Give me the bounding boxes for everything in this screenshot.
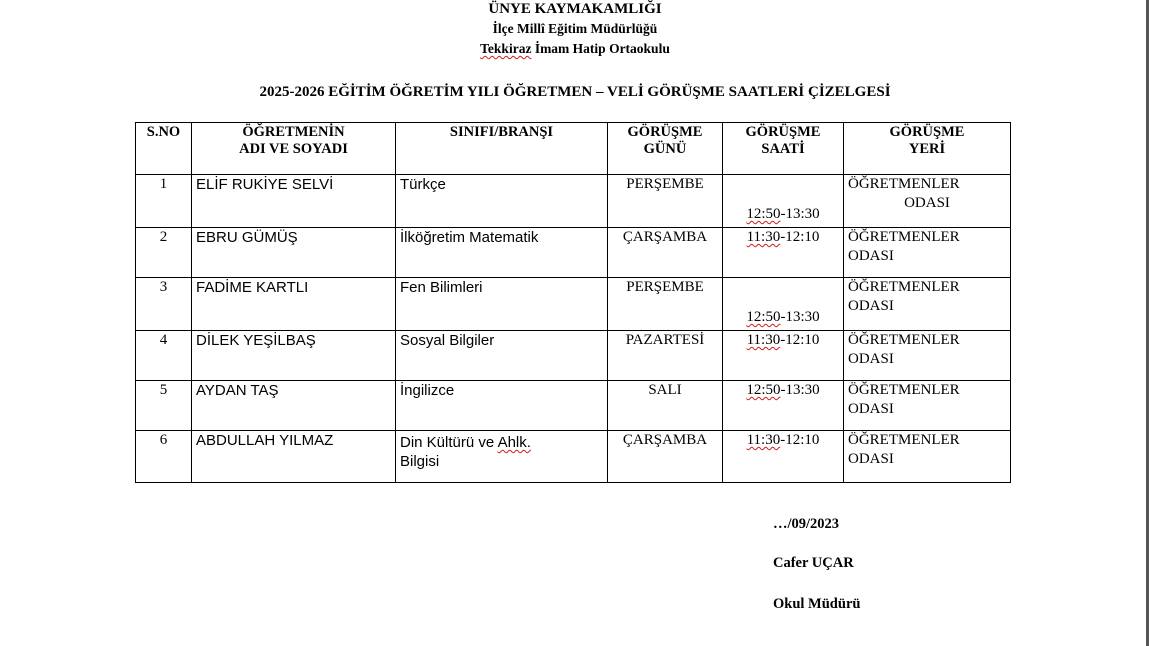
row-time-end: -13:30 <box>780 382 820 398</box>
row-teacher-name: AYDAN TAŞ <box>192 381 396 431</box>
row-place-line1: ÖĞRETMENLER <box>848 432 960 448</box>
row-day: SALI <box>608 381 723 431</box>
header-place-line1: GÖRÜŞME <box>889 124 965 140</box>
row-teacher-name: DİLEK YEŞİLBAŞ <box>192 331 396 381</box>
spellcheck-word: 11:30 <box>746 229 781 245</box>
row-time <box>723 331 844 381</box>
header-name-line2: ADI VE SOYADI <box>239 141 348 157</box>
row-time-end: -13:30 <box>780 309 820 325</box>
row-sno: 4 <box>136 331 192 381</box>
row-place-line2: ODASI <box>848 298 894 314</box>
table-row <box>136 381 1011 431</box>
header-place <box>844 123 1011 175</box>
row-teacher-name: ELİF RUKİYE SELVİ <box>192 175 396 228</box>
row-time <box>723 175 844 228</box>
header-place-line2: YERİ <box>908 141 946 157</box>
row-place-line1: ÖĞRETMENLER <box>848 279 960 295</box>
row-time-end: -12:10 <box>780 229 820 245</box>
header-school-rest: İmam Hatip Ortaokulu <box>531 41 670 56</box>
row-time-end: -12:10 <box>780 432 820 448</box>
row-place <box>844 331 1011 381</box>
row-time-end: -12:10 <box>780 332 820 348</box>
header-day <box>608 123 723 175</box>
row-time <box>723 381 844 431</box>
table-row <box>136 331 1011 381</box>
table-row <box>136 228 1011 278</box>
spellcheck-word: Ahlk. <box>497 434 531 451</box>
header-sno <box>136 123 192 175</box>
spellcheck-word: 11:30 <box>746 432 781 448</box>
spellcheck-word: 12:50 <box>746 206 781 222</box>
header-time-line2: SAATİ <box>761 141 805 157</box>
row-branch: Fen Bilimleri <box>396 278 608 331</box>
header-branch <box>396 123 608 175</box>
row-place-line2: ODASI <box>848 451 894 467</box>
header-branch-label: SINIFI/BRANŞI <box>449 124 554 140</box>
row-day: ÇARŞAMBA <box>608 228 723 278</box>
header-time-line1: GÖRÜŞME <box>745 124 821 140</box>
row-place <box>844 431 1011 483</box>
table-row <box>136 431 1011 483</box>
row-branch: Türkçe <box>396 175 608 228</box>
header-district: ÜNYE KAYMAKAMLIĞI <box>488 1 662 17</box>
row-place <box>844 175 1011 228</box>
row-place-line1: ÖĞRETMENLER <box>848 382 960 398</box>
spellcheck-word: 12:50 <box>746 309 781 325</box>
header-day-line1: GÖRÜŞME <box>627 124 703 140</box>
row-day: PERŞEMBE <box>608 175 723 228</box>
row-time <box>723 431 844 483</box>
table-row <box>136 175 1011 228</box>
row-time-end: -13:30 <box>780 206 820 222</box>
row-branch-part2: Bilgisi <box>400 453 440 470</box>
row-branch <box>396 431 608 483</box>
row-sno: 1 <box>136 175 192 228</box>
row-time <box>723 278 844 331</box>
row-sno: 2 <box>136 228 192 278</box>
row-teacher-name: ABDULLAH YILMAZ <box>192 431 396 483</box>
row-branch: Sosyal Bilgiler <box>396 331 608 381</box>
spellcheck-word: Tekkiraz <box>480 41 532 56</box>
row-teacher-name: EBRU GÜMÜŞ <box>192 228 396 278</box>
header-sno-label: S.NO <box>146 124 181 140</box>
row-place-line1: ÖĞRETMENLER <box>848 332 960 348</box>
row-place-line2: ODASI <box>904 195 950 211</box>
row-branch: İlköğretim Matematik <box>396 228 608 278</box>
header-time <box>723 123 844 175</box>
row-place-line2: ODASI <box>848 248 894 264</box>
row-time <box>723 228 844 278</box>
row-teacher-name: FADİME KARTLI <box>192 278 396 331</box>
header-directorate: İlçe Millî Eğitim Müdürlüğü <box>492 21 658 36</box>
row-place <box>844 381 1011 431</box>
row-day: PAZARTESİ <box>608 331 723 381</box>
signature-name: Cafer UÇAR <box>773 555 854 571</box>
document-title: 2025-2026 EĞİTİM ÖĞRETİM YILI ÖĞRETMEN – VELİ GÖRÜŞME SAATLERİ ÇİZELGESİ <box>259 84 891 100</box>
header-name-line1: ÖĞRETMENİN <box>242 124 345 140</box>
signature-date: …/09/2023 <box>773 516 840 532</box>
row-branch: İngilizce <box>396 381 608 431</box>
table-header-row <box>136 123 1011 175</box>
spellcheck-word: 11:30 <box>746 332 781 348</box>
row-sno: 6 <box>136 431 192 483</box>
row-day: PERŞEMBE <box>608 278 723 331</box>
row-branch-part1: Din Kültürü ve <box>400 434 498 451</box>
row-place-line2: ODASI <box>848 401 894 417</box>
signature-title: Okul Müdürü <box>773 596 861 612</box>
header-teacher-name <box>192 123 396 175</box>
row-place-line2: ODASI <box>848 351 894 367</box>
row-place-line1: ÖĞRETMENLER <box>848 176 960 192</box>
row-sno: 3 <box>136 278 192 331</box>
meeting-schedule-table <box>135 122 1011 483</box>
row-sno: 5 <box>136 381 192 431</box>
table-row <box>136 278 1011 331</box>
row-place <box>844 228 1011 278</box>
row-place-line1: ÖĞRETMENLER <box>848 229 960 245</box>
header-day-line2: GÜNÜ <box>643 141 687 157</box>
row-day: ÇARŞAMBA <box>608 431 723 483</box>
spellcheck-word: 12:50 <box>746 382 781 398</box>
row-place <box>844 278 1011 331</box>
header-school <box>0 41 1150 57</box>
